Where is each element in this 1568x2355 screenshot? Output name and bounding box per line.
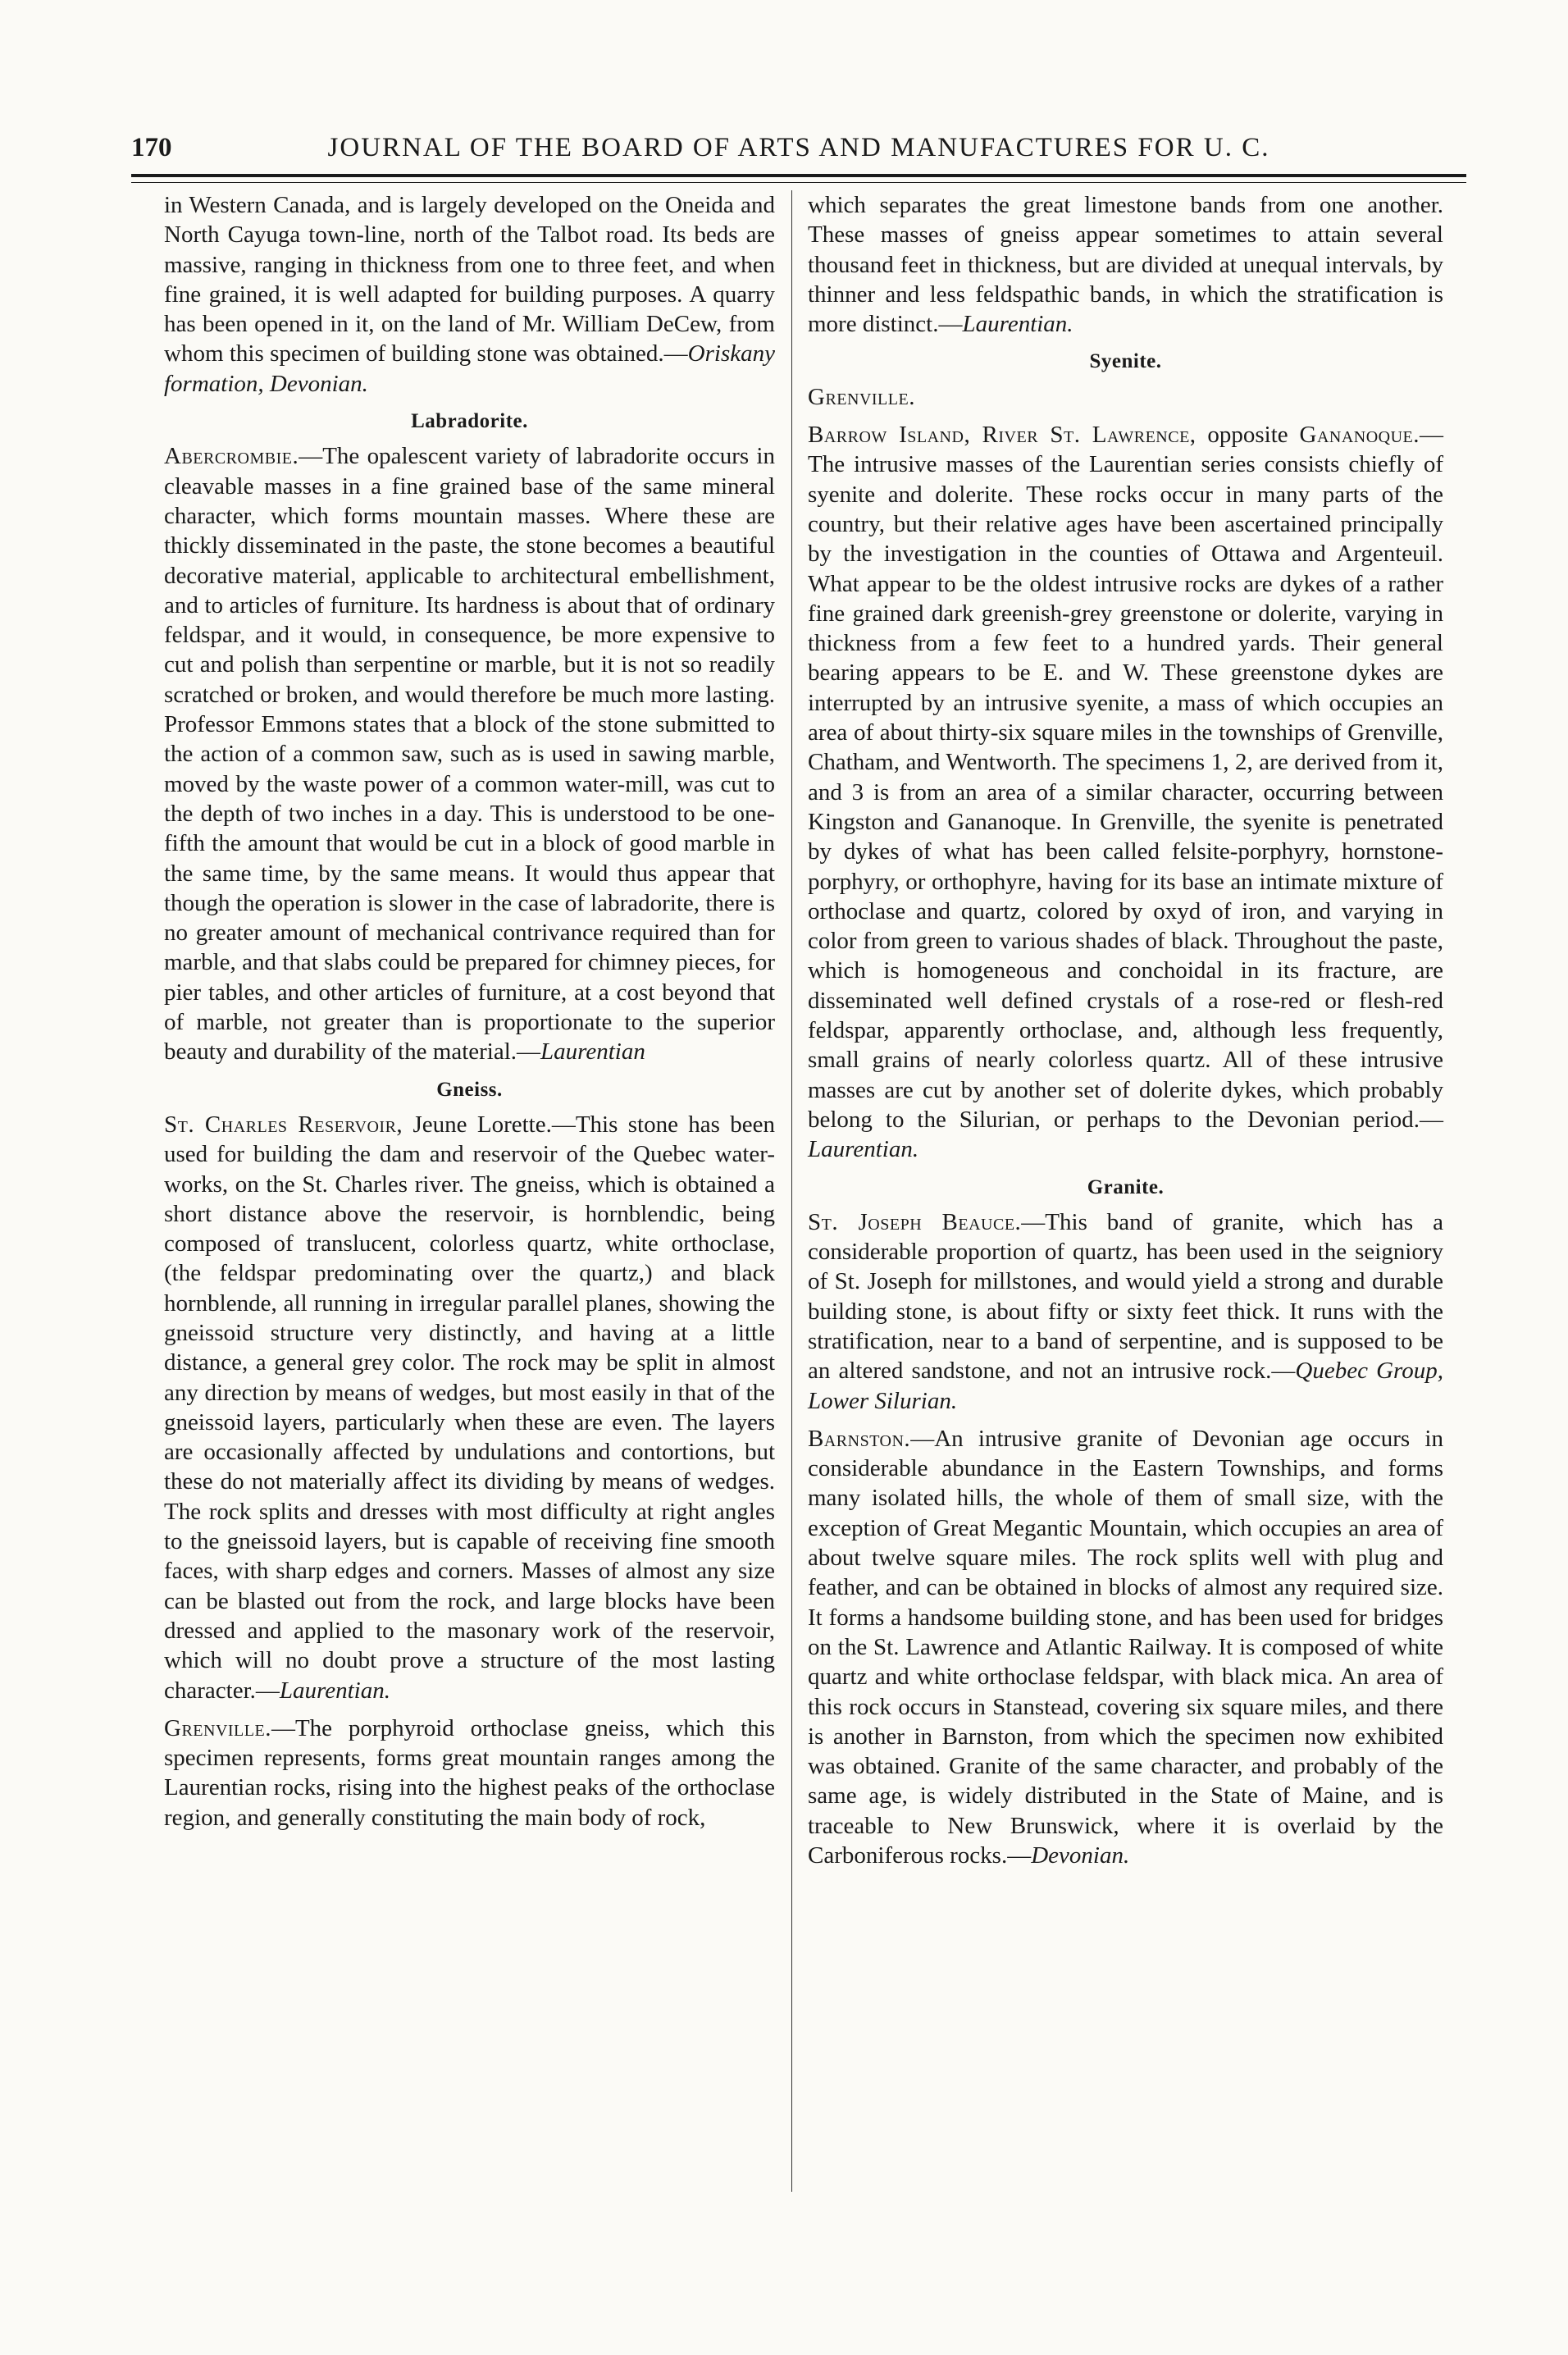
paragraph-gneiss-st-charles (164, 1110, 775, 1705)
formation-label: Devonian. (1031, 1842, 1130, 1869)
formation-label: Oriskany formation, Devonian. (164, 340, 775, 397)
page-number: 170 (131, 133, 172, 162)
formation-label: Laurentian. (279, 1677, 390, 1704)
formation-label: Quebec Group, Lower Silurian. (808, 1358, 1443, 1414)
paragraph-granite-barnston (808, 1424, 1443, 1870)
paragraph-text: in Western Canada, and is largely developed on the Oneida and North Cayuga town-line, north of the Talbot road. Its beds are massive, ranging in thickness from one to three feet, and when fine grained, it is well adapted for building purposes. A quarry has been opened in it, on the land of Mr. William DeCew, from whom this specimen of building stone was obtained.— (164, 192, 775, 367)
formation-label: Laurentian. (962, 311, 1073, 338)
section-heading-syenite: Syenite. (1089, 350, 1162, 373)
locality-name: Grenville. (164, 1714, 271, 1741)
paragraph-syenite-barrow-island (808, 420, 1443, 1164)
paragraph-labradorite-abercrombie (164, 441, 775, 1066)
header-rule-thick (131, 174, 1466, 177)
column-divider (791, 190, 792, 2192)
formation-label: Laurentian. (808, 1136, 919, 1163)
left-column (164, 190, 775, 1841)
header-rule-thin (131, 182, 1466, 183)
page-header (131, 121, 1466, 179)
paragraph-intro-continued (164, 190, 775, 399)
locality-name: Gananoque. (1299, 422, 1420, 449)
locality-name: St. Charles Reservoir, (164, 1111, 403, 1138)
section-heading-gneiss: Gneiss. (436, 1078, 503, 1101)
formation-label: Laurentian (540, 1038, 645, 1066)
paragraph-gneiss-continued (808, 190, 1443, 339)
running-title: JOURNAL OF THE BOARD OF ARTS AND MANUFACTURES FOR U. C. (327, 133, 1270, 162)
paragraph-text: —The porphyroid orthoclase gneiss, which this specimen represents, forms great mountain ranges among the Laurentian rocks, rising into the highest peaks of the orthoclase region, and generally constituting the main body of rock, (164, 1714, 775, 1831)
locality-name: Abercrombie. (164, 443, 299, 470)
paragraph-text: —This band of granite, which has a considerable proportion of quartz, has been used in the seigniory of St. Joseph for millstones, and would yield a strong and durable building stone, is about fifty or sixty feet thick. It runs with the stratification, near to a band of serpentine, and is supposed to be an altered sandstone, and not an intrusive rock.— (808, 1208, 1443, 1385)
paragraph-text: —The intrusive masses of the Laurentian series consists chiefly of syenite and dolerite. These rocks occur in many parts of the country, but their relative ages have been ascertained principally by the investigation in the counties of Ottawa and Argenteuil. What appear to be the oldest intrusive rocks are dykes of a rather fine grained dark greenish-grey greenstone or dolerite, varying in thickness from a few feet to a hundred yards. Their general bearing appears to be E. and W. These greenstone dykes are interrupted by an intrusive syenite, a mass of which occupies an area of about thirty-six square miles in the townships of Grenville, Chatham, and Wentworth. The specimens 1, 2, are derived from it, and 3 is from an area of a similar character, occurring between Kingston and Gananoque. In Grenville, the syenite is penetrated by dykes of what has been called felsite-porphyry, hornstone-porphyry, or orthophyre, having for its base an intimate mixture of orthoclase and quartz, colored by oxyd of iron, and varying in color from green to various shades of black. Throughout the paste, which is homogeneous and conchoidal in its fracture, are disseminated well defined crystals of a rose-red or flesh-red feldspar, apparently orthoclase, and, although less frequently, small grains of nearly colorless quartz. All of these intrusive masses are cut by another set of dolerite dykes, which probably belong to the Silurian, or perhaps to the Devonian period.— (808, 422, 1444, 1133)
paragraph-text: which separates the great limestone bands from one another. These masses of gneiss appear sometimes to attain several thousand feet in thickness, but are divided at unequal intervals, by thinner and less feldspathic bands, in which the stratification is more distinct.— (808, 192, 1443, 338)
right-column (808, 190, 1443, 1878)
paragraph-gneiss-grenville (164, 1714, 775, 1832)
paragraph-granite-st-joseph (808, 1207, 1443, 1416)
locality-name: Barnston. (808, 1425, 911, 1452)
locality-heading-grenville: Grenville. (808, 383, 915, 410)
section-heading-granite: Granite. (1087, 1175, 1165, 1198)
locality-name: St. Joseph Beauce. (808, 1208, 1022, 1235)
paragraph-text: opposite (1196, 422, 1300, 449)
paragraph-text: Jeune Lorette.—This stone has been used for building the dam and reservoir of the Quebec water-works, on the St. Charles river. The gneiss, which is obtained a short distance above the reservoir, is hornblendic, being composed of translucent, colorless quartz, white orthoclase, (the feldspar predominating over the quartz,) and black hornblende, all running in irregular parallel planes, showing the gneissoid structure very distinctly, and having at a little distance, a general grey color. The rock may be split in almost any direction by means of wedges, but most easily in that of the gneissoid layers, particularly when these are even. The layers are occasionally affected by undulations and contortions, but these do not materially affect its dividing by means of wedges. The rock splits and dresses with most difficulty at right angles to the gneissoid layers, but is capable of receiving fine smooth faces, with sharp edges and corners. Masses of almost any size can be blasted out from the rock, and large blocks have been dressed and applied to the masonary work of the reservoir, which will no doubt prove a structure of the most lasting character.— (164, 1111, 776, 1704)
paragraph-text: —An intrusive granite of Devonian age occurs in considerable abundance in the Eastern Townships, and forms many isolated hills, the whole of them of small size, with the exception of Great Megantic Mountain, which occupies an area of about twelve square miles. The rock splits well with plug and feather, and can be obtained in blocks of almost any required size. It forms a handsome building stone, and has been used for bridges on the St. Lawrence and Atlantic Railway. It is composed of white quartz and white orthoclase feldspar, with black mica. An area of this rock occurs in Stanstead, covering six square miles, and there is another in Barnston, from which the specimen now exhibited was obtained. Granite of the same character, and probably of the same age, is widely distributed in the State of Maine, and is traceable to New Brunswick, where it is overlaid by the Carboniferous rocks.— (808, 1425, 1443, 1869)
section-heading-labradorite: Labradorite. (411, 410, 528, 433)
locality-name: Barrow Island, River St. Lawrence, (808, 422, 1197, 449)
paragraph-text: —The opalescent variety of labradorite occurs in cleavable masses in a fine grained base of the same mineral character, which forms mountain masses. Where these are thickly disseminated in the paste, the stone becomes a beautiful decorative material, applicable to architectural embellishment, and to articles of furniture. Its hardness is about that of ordinary feldspar, and it would, in consequence, be more expensive to cut and polish than serpentine or marble, but it is not so readily scratched or broken, and would therefore be much more lasting. Professor Emmons states that a block of the stone submitted to the action of a common saw, such as is used in sawing marble, moved by the waste power of a common water-mill, was cut to the depth of two inches in a day. This is understood to be one-fifth the amount that would be cut in a block of good marble in the same time, by the same means. It would thus appear that though the operation is slower in the case of labradorite, there is no greater amount of mechanical contrivance required than for marble, and that slabs could be prepared for chimney pieces, for pier tables, and other articles of furniture, at a cost beyond that of marble, not greater than is proportionate to the superior beauty and durability of the material.— (164, 443, 775, 1066)
